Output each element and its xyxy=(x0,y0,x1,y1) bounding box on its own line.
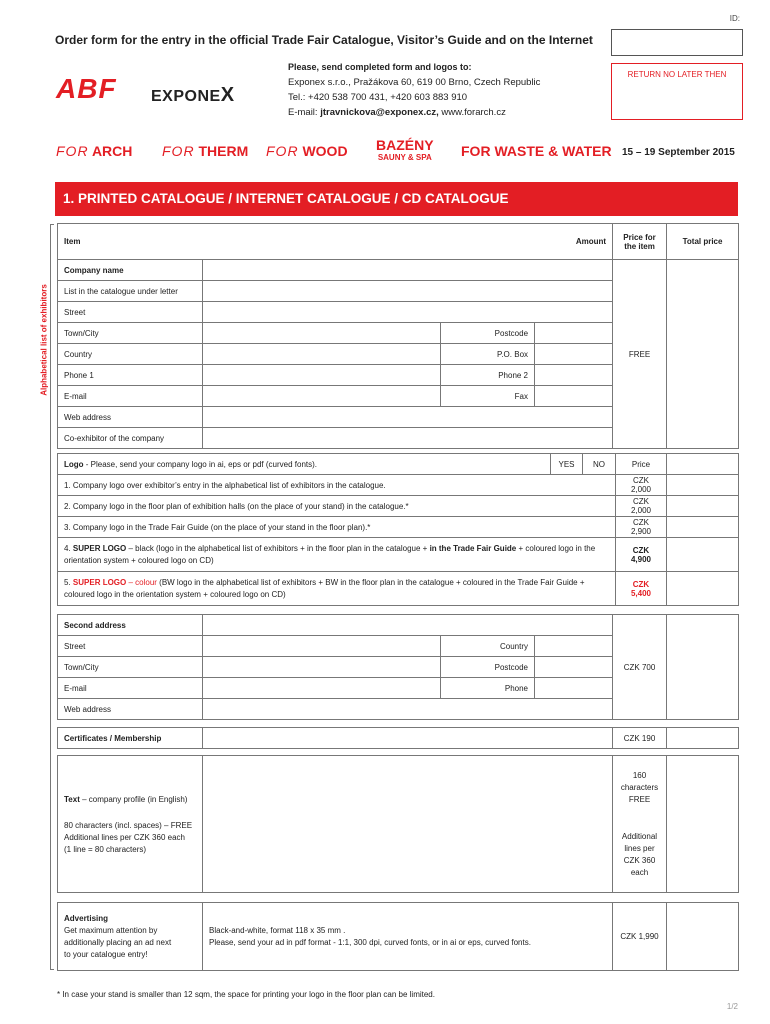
town-label: Town/City xyxy=(58,323,203,344)
sa-postcode-label: Postcode xyxy=(441,657,535,678)
logo-row3-label: 3. Company logo in the Trade Fair Guide (on the place of your stand in the floor plan).* xyxy=(58,517,616,538)
table-row xyxy=(58,538,739,572)
logo-header xyxy=(58,454,551,475)
po-box-label: P.O. Box xyxy=(441,344,535,365)
postcode-label: Postcode xyxy=(441,323,535,344)
total-cell[interactable] xyxy=(667,572,739,606)
page-title: Order form for the entry in the official Trade Fair Catalogue, Visitor’s Guide and on the Internet xyxy=(55,33,593,47)
side-label: Alphabetical list of exhibitors xyxy=(39,284,49,396)
logo-row5-label xyxy=(58,572,616,606)
brand-for-wood xyxy=(266,143,348,159)
id-field[interactable] xyxy=(611,29,743,56)
second-address-table xyxy=(57,614,739,720)
total-cell[interactable] xyxy=(667,496,739,517)
logo-row1-label: 1. Company logo over exhibitor’s entry in the alphabetical list of exhibitors in the catalogue. xyxy=(58,475,616,496)
web-input[interactable] xyxy=(203,407,613,428)
sa-town-label: Town/City xyxy=(58,657,203,678)
logo-row2-price: CZK 2,000 xyxy=(616,496,667,517)
coexhibitor-input[interactable] xyxy=(203,428,613,449)
sa-phone-label: Phone xyxy=(441,678,535,699)
town-input[interactable] xyxy=(203,323,441,344)
country-input[interactable] xyxy=(203,344,441,365)
street-input[interactable] xyxy=(203,302,613,323)
brand-for-text: FOR xyxy=(266,143,299,159)
second-address-title: Second address xyxy=(58,615,203,636)
expone-text: EXPONE xyxy=(151,88,221,105)
table-row xyxy=(58,475,739,496)
row4-bold2: in the Trade Fair Guide xyxy=(429,543,517,553)
total-cell[interactable] xyxy=(667,903,739,971)
total-cell[interactable] xyxy=(667,728,739,749)
side-bracket xyxy=(50,224,54,970)
certificates-label: Certificates / Membership xyxy=(58,728,203,749)
yes-header: YES xyxy=(551,454,583,475)
table-row xyxy=(58,903,739,971)
row4-b: – black (logo in the alphabetical list of exhibitors + in the floor plan in the catalogue + xyxy=(126,543,430,553)
logo-table xyxy=(57,453,739,606)
footer-note: * In case your stand is smaller than 12 sqm, the space for printing your logo in the floor plan can be limited. xyxy=(57,990,435,999)
sa-web-label: Web address xyxy=(58,699,203,720)
section-banner xyxy=(55,182,738,216)
text-bold: Text xyxy=(64,795,80,804)
address-line: Exponex s.r.o., Pražákova 60, 619 00 Brno, Czech Republic xyxy=(288,77,541,88)
row4-bold: SUPER LOGO xyxy=(72,543,127,553)
advertising-label xyxy=(58,903,203,971)
email-prefix: E-mail: xyxy=(288,107,321,118)
brand-for-waste xyxy=(461,143,612,159)
advertising-l3: to your catalogue entry! xyxy=(64,949,148,959)
table-row xyxy=(58,572,739,606)
item-header: Item xyxy=(58,224,441,260)
total-cell[interactable] xyxy=(667,454,739,475)
id-label: ID: xyxy=(729,14,740,23)
no-header: NO xyxy=(583,454,616,475)
advertising-title: Advertising xyxy=(64,913,109,923)
table-row xyxy=(58,260,739,281)
web-label: Web address xyxy=(58,407,203,428)
sa-postcode-input[interactable] xyxy=(535,657,613,678)
email-link[interactable]: jtravnickova@exponex.cz, xyxy=(320,107,439,118)
text-line1: 80 characters (incl. spaces) – FREE xyxy=(64,821,193,830)
total-cell[interactable] xyxy=(667,517,739,538)
text-profile-price xyxy=(613,756,667,893)
abf-logo: ABF xyxy=(56,73,117,104)
second-address-input[interactable] xyxy=(203,615,613,636)
sa-country-label: Country xyxy=(441,636,535,657)
po-box-input[interactable] xyxy=(535,344,613,365)
logo-row4-price: CZK 4,900 xyxy=(616,538,667,572)
phone2-label: Phone 2 xyxy=(441,365,535,386)
text-profile-label xyxy=(58,756,203,893)
sa-town-input[interactable] xyxy=(203,657,441,678)
fax-input[interactable] xyxy=(535,386,613,407)
advertising-desc xyxy=(203,903,613,971)
row4-c: + coloured logo in the orientation system + coloured logo on CD) xyxy=(64,543,596,565)
table-header-row xyxy=(58,454,739,475)
list-under-input[interactable] xyxy=(203,281,613,302)
price2a: Additional xyxy=(621,832,658,841)
row5-a: 5. xyxy=(64,577,73,587)
price2c: CZK 360 xyxy=(623,856,656,865)
the-item-line: the item xyxy=(624,241,655,251)
country-label: Country xyxy=(58,344,203,365)
amount-header: Amount xyxy=(441,224,613,260)
sa-phone-input[interactable] xyxy=(535,678,613,699)
logo-bold: Logo xyxy=(64,459,84,469)
certificates-price: CZK 190 xyxy=(613,728,667,749)
expone-mark: X xyxy=(220,84,235,106)
table-row xyxy=(58,756,739,893)
price-for-header xyxy=(613,224,667,260)
advertising-d1: Black-and-white, format 118 x 35 mm . xyxy=(209,925,346,935)
page-number: 1/2 xyxy=(726,1002,738,1011)
total-price-header: Total price xyxy=(667,224,739,260)
row4-a: 4. xyxy=(64,543,73,553)
sa-web-input[interactable] xyxy=(203,699,613,720)
company-name-input[interactable] xyxy=(203,260,613,281)
brand-wood-text: WOOD xyxy=(302,143,348,159)
table-row xyxy=(58,517,739,538)
price-for-line: Price for xyxy=(623,232,656,242)
brand-arch-text: ARCH xyxy=(91,143,133,159)
row5-red: – colour xyxy=(126,577,157,587)
logo-row4-label xyxy=(58,538,616,572)
total-cell[interactable] xyxy=(667,475,739,496)
advertising-table xyxy=(57,902,739,971)
coexhibitor-label: Co-exhibitor of the company xyxy=(58,428,203,449)
email-line xyxy=(288,107,506,118)
brand-therm-text: THERM xyxy=(198,143,249,159)
table-row xyxy=(58,615,739,636)
table-row xyxy=(58,496,739,517)
website-link[interactable]: www.forarch.cz xyxy=(438,107,506,118)
total-price-cell[interactable] xyxy=(667,260,739,449)
fair-dates: 15 – 19 September 2015 xyxy=(622,147,735,158)
price2d: each xyxy=(630,868,649,877)
total-cell[interactable] xyxy=(667,615,739,720)
return-box[interactable] xyxy=(611,63,743,120)
second-address-price: CZK 700 xyxy=(613,615,667,720)
phone1-label: Phone 1 xyxy=(58,365,203,386)
sa-country-input[interactable] xyxy=(535,636,613,657)
advertising-d2: Please, send your ad in pdf format - 1:1, 300 dpi, curved fonts, or in ai or eps, curved fonts. xyxy=(209,937,531,947)
text-line2: Additional lines per CZK 360 each xyxy=(64,833,185,842)
brand-sauny-text: SAUNY & SPA xyxy=(377,153,432,162)
brand-for-arch xyxy=(56,143,132,159)
sa-street-input[interactable] xyxy=(203,636,441,657)
text-profile-title xyxy=(64,794,196,806)
brand-for-text: FOR xyxy=(56,143,89,159)
text-profile-table xyxy=(57,755,739,893)
advertising-l1: Get maximum attention by xyxy=(64,925,158,935)
send-heading: Please, send completed form and logos to: xyxy=(288,62,472,72)
price2b: lines per xyxy=(624,844,655,853)
logo-row2-label: 2. Company logo in the floor plan of exhibition halls (on the place of your stand) in the catalogue.* xyxy=(58,496,616,517)
fax-label: Fax xyxy=(441,386,535,407)
text-line3: (1 line = 80 characters) xyxy=(64,845,147,854)
phone-line: Tel.: +420 538 700 431, +420 603 883 910 xyxy=(288,92,468,103)
certificates-input[interactable] xyxy=(203,728,613,749)
section-title: 1. PRINTED CATALOGUE / INTERNET CATALOGUE / CD CATALOGUE xyxy=(63,191,509,206)
sa-email-input[interactable] xyxy=(203,678,441,699)
sa-email-label: E-mail xyxy=(58,678,203,699)
list-under-label: List in the catalogue under letter xyxy=(58,281,203,302)
brand-waste-for-text: FOR xyxy=(461,143,491,159)
text-profile-input[interactable] xyxy=(203,756,613,893)
brand-waste-text: WASTE & WATER xyxy=(494,143,612,159)
brand-bazeny-text: BAZÉNY xyxy=(376,137,434,153)
brand-bazeny xyxy=(376,138,434,162)
email-label: E-mail xyxy=(58,386,203,407)
total-cell[interactable] xyxy=(667,756,739,893)
certificates-table xyxy=(57,727,739,749)
advertising-price: CZK 1,990 xyxy=(613,903,667,971)
table-header-row xyxy=(58,224,739,260)
free-price: FREE xyxy=(613,260,667,449)
sa-street-label: Street xyxy=(58,636,203,657)
postcode-input[interactable] xyxy=(535,323,613,344)
phone2-input[interactable] xyxy=(535,365,613,386)
total-cell[interactable] xyxy=(667,538,739,572)
return-label: RETURN NO LATER THEN xyxy=(627,70,727,79)
expone-logo xyxy=(151,84,235,107)
brand-for-text: FOR xyxy=(162,143,195,159)
street-label: Street xyxy=(58,302,203,323)
main-table xyxy=(57,223,739,449)
row5-b: (BW logo in the alphabetical list of exhibitors + BW in the floor plan in the catalogue + coloured in the Trade Fair Guide + coloured logo in the orientation system + coloured logo on CD) xyxy=(64,577,585,599)
text-rest: – company profile (in English) xyxy=(79,795,188,804)
company-name-label: Company name xyxy=(58,260,203,281)
logo-row5-price: CZK 5,400 xyxy=(616,572,667,606)
price1b: characters xyxy=(620,783,659,792)
advertising-l2: additionally placing an ad next xyxy=(64,937,172,947)
logo-rest: - Please, send your company logo in ai, eps or pdf (curved fonts). xyxy=(83,459,317,469)
price-header: Price xyxy=(616,454,667,475)
table-row xyxy=(58,728,739,749)
logo-row1-price: CZK 2,000 xyxy=(616,475,667,496)
row5-bold: SUPER LOGO xyxy=(72,577,127,587)
phone1-input[interactable] xyxy=(203,365,441,386)
logo-row3-price: CZK 2,900 xyxy=(616,517,667,538)
price1a: 160 xyxy=(632,771,647,780)
email-input[interactable] xyxy=(203,386,441,407)
price1c: FREE xyxy=(628,795,651,804)
brand-for-therm xyxy=(162,143,248,159)
